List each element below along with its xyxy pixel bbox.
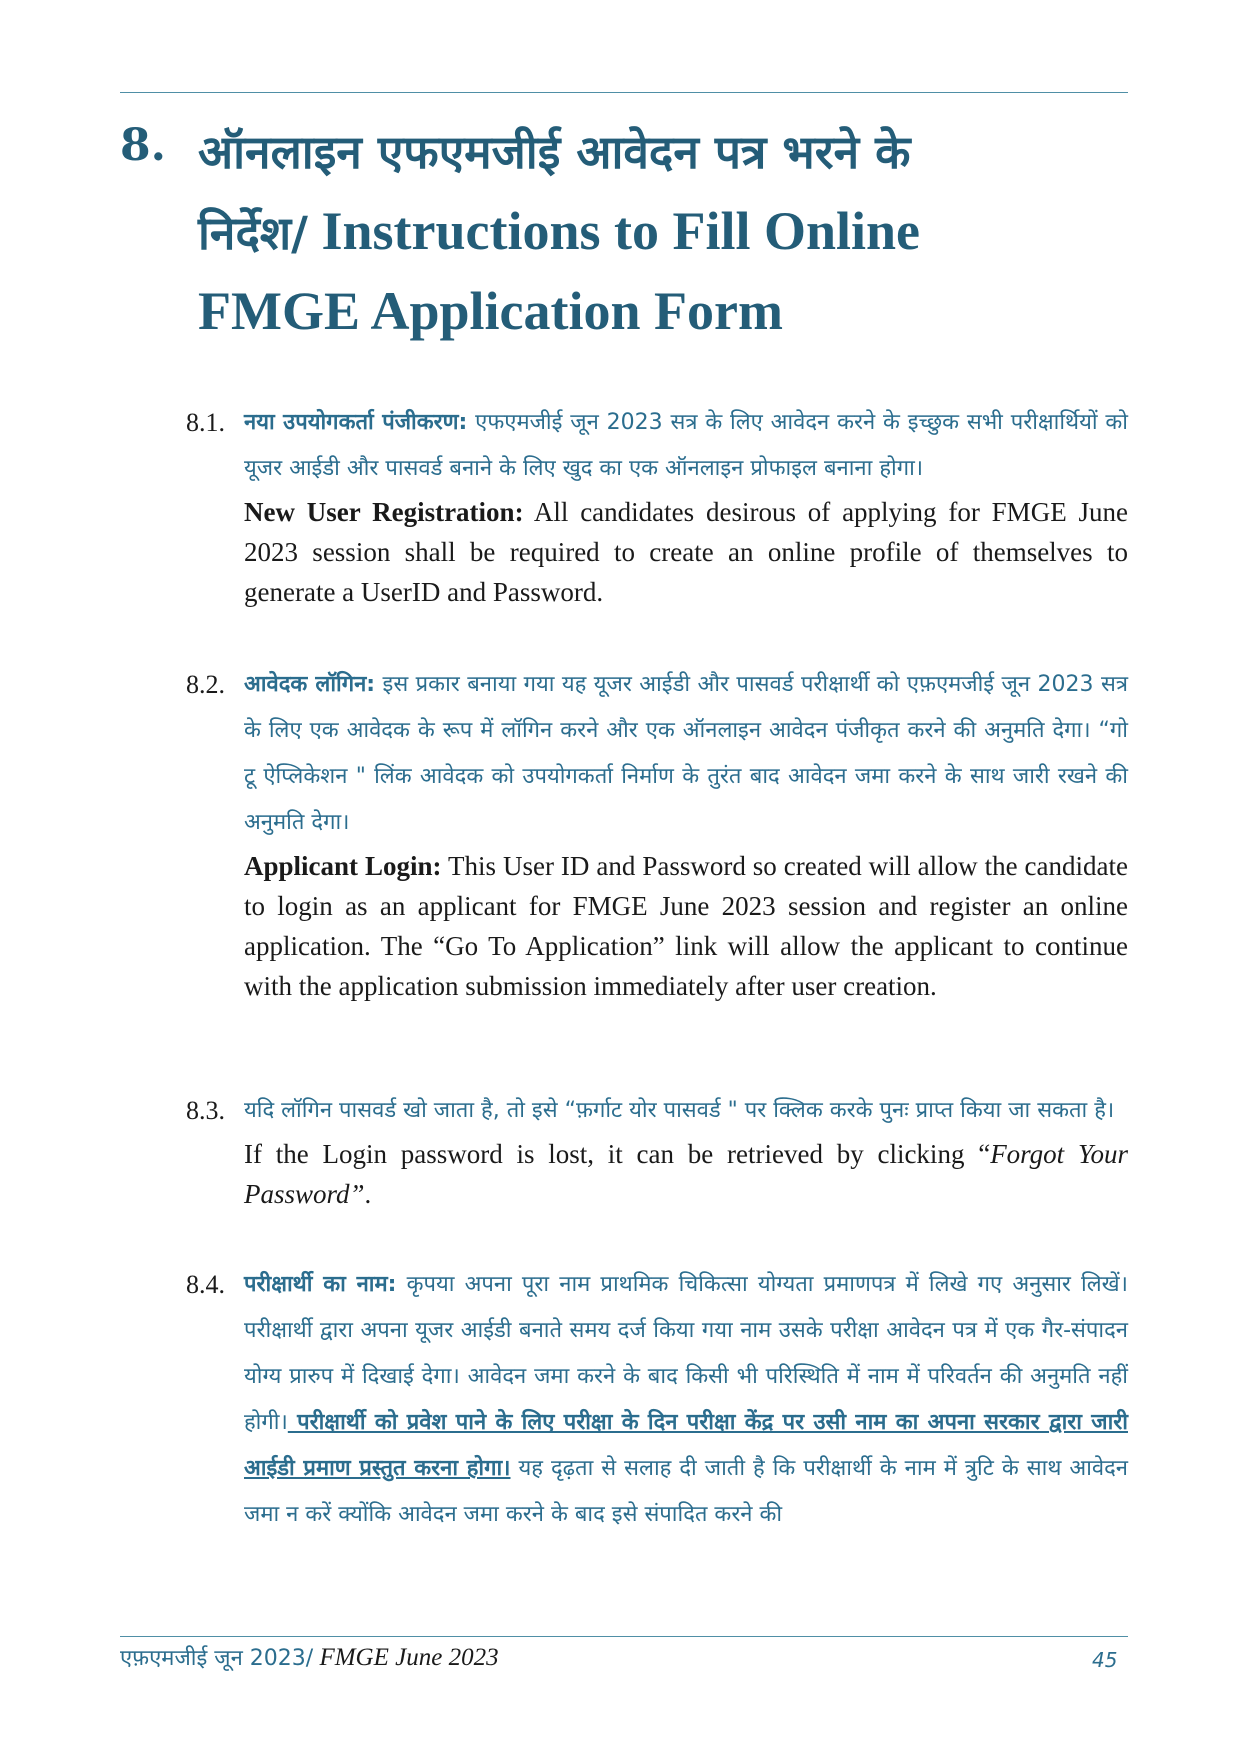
item-number: 8.3.: [186, 1096, 225, 1125]
heading-line-mixed: [198, 200, 920, 263]
hindi-term: नया उपयोगकर्ता पंजीकरण:: [244, 410, 468, 435]
hindi-paragraph: [244, 1262, 1128, 1538]
english-text: This User ID and Password so created will allow the candidate to login as an applicant for FMGE June 2023 session and register an online application. The “Go To Application” link will allow the applicant to continue with the application submission immediately after user creation.: [244, 851, 1128, 1001]
item-body: [244, 662, 1128, 1006]
hindi-paragraph: [244, 400, 1128, 492]
item-body: [244, 400, 1128, 612]
english-term: New User Registration:: [244, 497, 524, 527]
heading-english-part: Instructions to Fill Online: [307, 201, 921, 261]
page-number: 45: [1092, 1648, 1118, 1672]
item-number: 8.4.: [186, 1270, 225, 1299]
item-number: 8.2.: [186, 670, 225, 699]
footer-title: [120, 1642, 499, 1672]
heading-line-hindi: ऑनलाइन एफएमजीई आवेदन पत्र भरने के: [198, 125, 911, 179]
item-number: 8.1.: [186, 408, 225, 437]
english-paragraph: [244, 846, 1128, 1006]
english-text: All candidates desirous of applying for FMGE June 2023 session shall be required to create an online profile of themselves to generate a UserID and Password.: [244, 497, 1128, 607]
hindi-term: आवेदक लॉगिन:: [244, 672, 376, 697]
underlined-notice: परीक्षार्थी को प्रवेश पाने के लिए परीक्षा के दिन परीक्षा केंद्र पर उसी नाम का अपना सरकार द्वारा जारी आईडी प्रमाण प्रस्तुत करना होगा।: [244, 1410, 1128, 1481]
english-paragraph: [244, 492, 1128, 612]
english-term: Applicant Login:: [244, 851, 442, 881]
english-text: If the Login password is lost, it can be retrieved by clicking “: [244, 1139, 991, 1169]
header-rule: [120, 92, 1128, 93]
hindi-paragraph: [244, 662, 1128, 846]
hindi-text: इस प्रकार बनाया गया यह यूजर आईडी और पासवर्ड परीक्षार्थी को एफ़एमजीई जून 2023 सत्र के लिए एक आवेदक के रूप में लॉगिन करने और एक ऑनलाइन आवेदन पंजीकृत करने की अनुमति देगा। “गो टू ऐप्लिकेशन " लिंक आवेदक को उपयोगकर्ता निर्माण के तुरंत बाद आवेदन जमा करने के साथ जारी रखने की अनुमति देगा।: [244, 672, 1128, 835]
footer-english: FMGE June 2023: [313, 1644, 499, 1671]
heading-hindi-part: निर्देश/: [198, 206, 308, 260]
hindi-text-tail: यह दृढ़ता से सलाह दी जाती है कि परीक्षार्थी के नाम में त्रुटि के साथ आवेदन जमा न करें क्योंकि आवेदन जमा करने के बाद इसे संपादित करने की: [244, 1456, 1128, 1527]
english-end: .: [364, 1179, 372, 1209]
forgot-password-term: Forgot Your Password”: [244, 1139, 1128, 1209]
heading-line-english: FMGE Application Form: [198, 281, 783, 341]
footer-rule: [120, 1636, 1128, 1637]
hindi-paragraph: यदि लॉगिन पासवर्ड खो जाता है, तो इसे “फ़र्गाट योर पासवर्ड " पर क्लिक करके पुनः प्राप्त किया जा सकता है।: [244, 1098, 1115, 1123]
section-number: 8.: [120, 120, 166, 171]
footer-hindi: एफ़एमजीई जून 2023/: [120, 1646, 314, 1671]
english-paragraph: [244, 1134, 1128, 1214]
hindi-term: परीक्षार्थी का नाम:: [244, 1272, 397, 1297]
hindi-text: एफएमजीई जून 2023 सत्र के लिए आवेदन करने के इच्छुक सभी परीक्षार्थियों को यूजर आईडी और पासवर्ड बनाने के लिए खुद का एक ऑनलाइन प्रोफाइल बनाना होगा।: [244, 410, 1129, 481]
hindi-text: कृपया अपना पूरा नाम प्राथमिक चिकित्सा योग्यता प्रमाणपत्र में लिखे गए अनुसार लिखें। परीक्षार्थी द्वारा अपना यूजर आईडी बनाते समय दर्ज किया गया नाम उसके परीक्षा आवेदन पत्र में एक गैर-संपादन योग्य प्रारुप में दिखाई देगा। आवेदन जमा करने के बाद किसी भी परिस्थिति में नाम में परिवर्तन की अनुमति नहीं होगी।: [244, 1272, 1128, 1435]
item-body: [244, 1262, 1128, 1538]
item-body: [244, 1088, 1128, 1214]
